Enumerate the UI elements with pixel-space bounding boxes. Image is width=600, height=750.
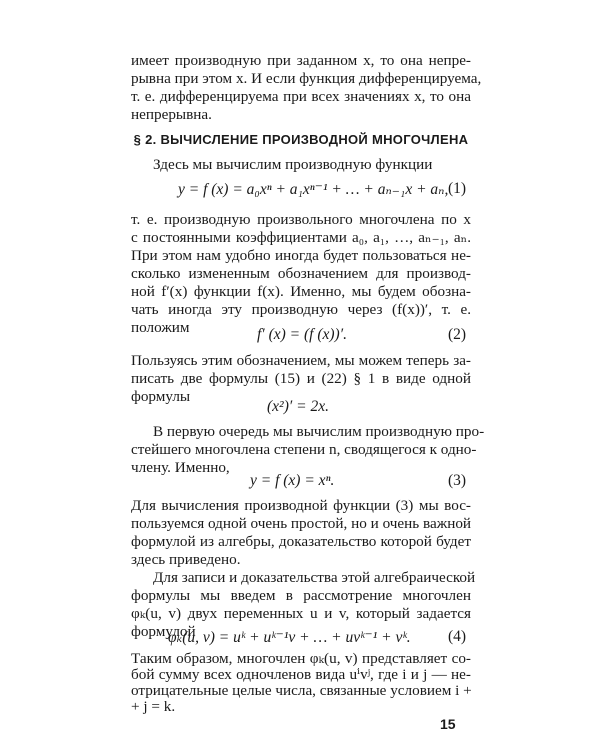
text-line: формулы мы введем в рассмотрение многочлен <box>131 587 471 604</box>
section-heading: § 2. ВЫЧИСЛЕНИЕ ПРОИЗВОДНОЙ МНОГОЧЛЕНА <box>133 132 469 147</box>
text-line: отрицательные целые числа, связанные условием i + <box>131 682 472 699</box>
text-line: т. е. дифференцируема при всех значениях x, то она <box>131 88 471 105</box>
text-line: φₖ(u, v) двух переменных u и v, который задается <box>131 605 471 622</box>
text-line: рывна при этом x. И если функция дифференцируема, <box>131 70 482 87</box>
text-line: пользуемся одной очень простой, но и очень важной <box>131 515 472 532</box>
equation-number: (4) <box>448 628 467 645</box>
equation-1: y = f (x) = a₀xⁿ + a₁xⁿ⁻¹ + … + aₙ₋₁x + aₙ, <box>178 181 449 198</box>
equation-number: (2) <box>448 326 467 343</box>
equation-4: φₖ(u, v) = uᵏ + uᵏ⁻¹v + … + uvᵏ⁻¹ + vᵏ. <box>168 629 411 646</box>
text-line: Здесь мы вычислим производную функции <box>153 156 433 173</box>
equation-3: y = f (x) = xⁿ. <box>250 472 335 489</box>
text-line: Таким образом, многочлен φₖ(u, v) представляет со- <box>131 650 471 667</box>
text-line: ной f′(x) функции f(x). Именно, мы будем обозна- <box>131 283 471 300</box>
text-line: При этом нам удобно иногда будет пользоваться не- <box>131 247 471 264</box>
text-line: писать две формулы (15) и (22) § 1 в виде одной <box>131 370 471 387</box>
text-line: бой сумму всех одночленов вида uⁱvʲ, где i и j — не- <box>131 666 471 683</box>
equation-unnumbered: (x²)′ = 2x. <box>267 398 329 415</box>
equation-number: (3) <box>448 472 467 489</box>
text-line: стейшего многочлена степени n, сводящегося к одно- <box>131 441 477 458</box>
text-line: непрерывна. <box>131 106 212 123</box>
text-line: Для вычисления производной функции (3) мы вос- <box>131 497 471 514</box>
equation-number: (1) <box>448 180 467 197</box>
text-line: формулой <box>131 623 196 640</box>
text-line: с постоянными коэффициентами a₀, a₁, …, aₙ₋₁, aₙ. <box>131 229 471 246</box>
text-line: формулой из алгебры, доказательство которой будет <box>131 533 471 550</box>
text-line: + j = k. <box>131 698 176 715</box>
page-number: 15 <box>440 716 456 732</box>
text-line: сколько измененным обозначением для производ- <box>131 265 471 282</box>
text-line: В первую очередь мы вычислим производную про- <box>153 423 485 440</box>
text-line: положим <box>131 319 190 336</box>
text-line: члену. Именно, <box>131 459 230 476</box>
text-line: формулы <box>131 388 191 405</box>
text-line: имеет производную при заданном x, то она непре- <box>131 52 471 69</box>
text-line: Для записи и доказательства этой алгебраической <box>153 569 476 586</box>
text-line: т. е. производную произвольного многочлена по x <box>131 211 471 228</box>
text-line: Пользуясь этим обозначением, мы можем теперь за- <box>131 352 471 369</box>
text-line: здесь приведено. <box>131 551 241 568</box>
equation-2: f′ (x) = (f (x))′. <box>257 326 347 343</box>
text-line: чать иногда эту производную через (f(x))′, т. е. <box>131 301 471 318</box>
